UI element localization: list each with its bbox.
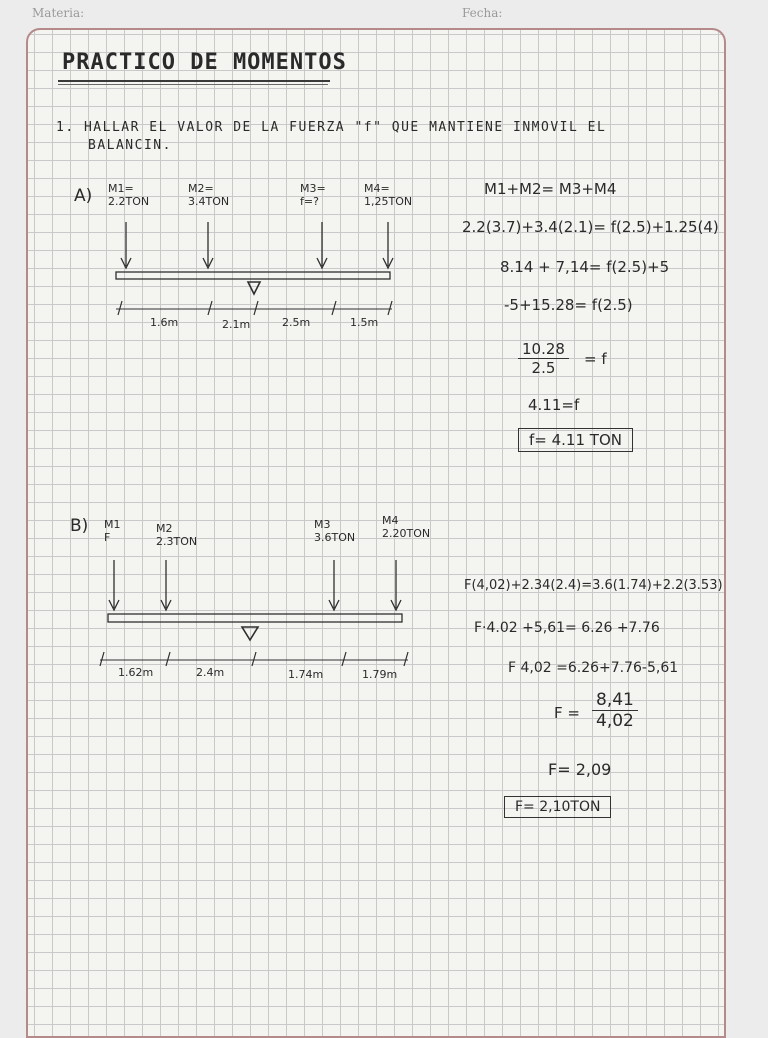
part-a-dim-2: 2.1m (222, 318, 251, 331)
part-a-beam (116, 272, 390, 279)
part-a-equation-3: 8.14 + 7,14= f(2.5)+5 (500, 258, 670, 276)
part-b-fraction-numerator: 8,41 (592, 690, 638, 711)
part-a-fraction-rhs: = f (584, 350, 607, 368)
part-b-equation-3: F 4,02 =6.26+7.76-5,61 (508, 660, 679, 676)
part-b-load-1: M1 F (104, 518, 121, 544)
part-b-fulcrum (242, 627, 258, 640)
part-b-dim-1: 1.62m (118, 666, 154, 679)
part-b-equation-2: F·4.02 +5,61= 6.26 +7.76 (474, 620, 660, 636)
part-b-load-2: M2 2.3TON (156, 522, 198, 548)
part-b-dim-2: 2.4m (196, 666, 225, 679)
part-b-fraction (592, 690, 638, 731)
problem-statement-line2: BALANCIN. (88, 138, 172, 153)
part-b-load-4: M4 2.20TON (382, 514, 431, 540)
part-b-beam (108, 614, 402, 622)
part-a-tag: A) (74, 186, 93, 206)
page-title: PRACTICO DE MOMENTOS (62, 50, 347, 75)
part-a-equation-2: 2.2(3.7)+3.4(2.1)= f(2.5)+1.25(4) (462, 218, 719, 236)
part-a-load-1: M1= 2.2TON (108, 182, 150, 208)
part-b-tag: B) (70, 516, 89, 536)
part-b-result: F= 2,09 (548, 760, 612, 779)
part-b-fraction-denominator: 4,02 (596, 711, 634, 731)
part-b-dimension-line (100, 652, 408, 666)
problem-statement-line1: 1. HALLAR EL VALOR DE LA FUERZA "f" QUE MANTIENE INMOVIL EL (56, 120, 607, 135)
part-a-fraction (518, 340, 569, 377)
notebook-page (26, 28, 726, 1038)
part-a-fraction-denominator: 2.5 (531, 359, 556, 377)
part-b-equation-1: F(4,02)+2.34(2.4)=3.6(1.74)+2.2(3.53) (464, 578, 723, 593)
part-b-fraction-lhs: F = (554, 704, 580, 722)
part-a-answer-box: f= 4.11 TON (518, 428, 633, 452)
part-a-load-3: M3= f=? (300, 182, 326, 208)
part-a-dimension-line (116, 301, 392, 315)
subject-label: Materia: (32, 6, 85, 20)
part-b-load-arrows (109, 560, 401, 610)
part-b-answer-box: F= 2,10TON (504, 796, 611, 818)
part-b-dim-3: 1.74m (288, 668, 324, 681)
part-a-equation-1: M1+M2= M3+M4 (484, 180, 617, 198)
part-b-load-3: M3 3.6TON (314, 518, 356, 544)
part-a-result: 4.11=f (528, 396, 580, 414)
part-a-load-4: M4= 1,25TON (364, 182, 413, 208)
part-a-dim-3: 2.5m (282, 316, 311, 329)
part-a-dim-1: 1.6m (150, 316, 179, 329)
part-a-fraction-numerator: 10.28 (518, 340, 569, 359)
part-b-dim-4: 1.79m (362, 668, 398, 681)
part-a-dim-4: 1.5m (350, 316, 379, 329)
part-a-load-2: M2= 3.4TON (188, 182, 230, 208)
part-a-equation-4: -5+15.28= f(2.5) (504, 296, 633, 314)
notebook-header (0, 0, 768, 28)
date-label: Fecha: (462, 6, 503, 20)
part-a-fulcrum (248, 282, 260, 294)
part-a-load-arrows (121, 222, 393, 268)
